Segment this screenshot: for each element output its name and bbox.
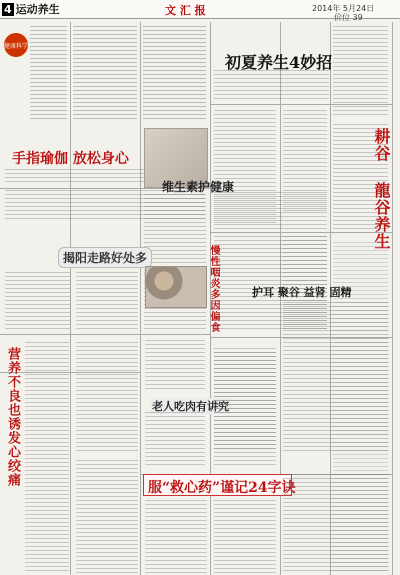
article-text	[145, 412, 205, 468]
section-title	[2, 1, 60, 17]
article-text	[145, 500, 207, 573]
headline-ear: 护耳 聚谷 益肾 固精	[252, 286, 352, 299]
newspaper-body	[0, 22, 400, 575]
issue-date: 2014年 5月24日	[312, 4, 375, 13]
headline-vitamin: 维生素护健康	[162, 180, 235, 194]
column-divider	[70, 22, 71, 575]
headline-heart-pill: 服“救心药”谨记24字诀	[148, 480, 296, 496]
headline-heart: 营养不良也诱发心绞痛	[5, 347, 20, 487]
article-text	[145, 340, 205, 390]
article-text	[5, 272, 70, 330]
headline-summer-health: 初夏养生4妙招	[225, 53, 333, 72]
column-divider	[140, 22, 141, 575]
article-text	[214, 500, 276, 573]
headline-meat: 老人吃肉有讲究	[152, 400, 229, 413]
article-text	[333, 338, 388, 436]
row-divider	[0, 334, 210, 335]
column-divider	[392, 22, 393, 575]
section-number: 4	[4, 3, 12, 16]
article-text	[143, 26, 206, 122]
article-text	[333, 442, 388, 573]
article-text	[25, 342, 69, 574]
article-text	[214, 192, 327, 232]
article-text	[214, 348, 276, 450]
article-text	[30, 26, 67, 121]
article-text	[76, 460, 138, 574]
headline-yoga: 手指瑜伽 放松身心	[12, 151, 129, 167]
section-label: 运动养生	[15, 3, 60, 16]
meat-image	[145, 266, 207, 308]
article-text	[333, 26, 388, 118]
health-badge: 健康科学	[4, 33, 28, 57]
headline-pharyngitis: 慢性咽炎多因偏食	[208, 245, 219, 333]
headline-walking: 揭阳走路好处多	[58, 247, 152, 268]
article-text	[214, 70, 329, 100]
headline-gu-health: 耕谷 龍谷养生	[372, 128, 391, 250]
article-text	[76, 272, 138, 330]
article-text	[73, 26, 137, 121]
article-text	[76, 342, 138, 454]
row-divider	[210, 232, 392, 233]
right-edge-text: 价位 39	[334, 13, 363, 22]
masthead: 文 汇 报	[165, 4, 206, 17]
